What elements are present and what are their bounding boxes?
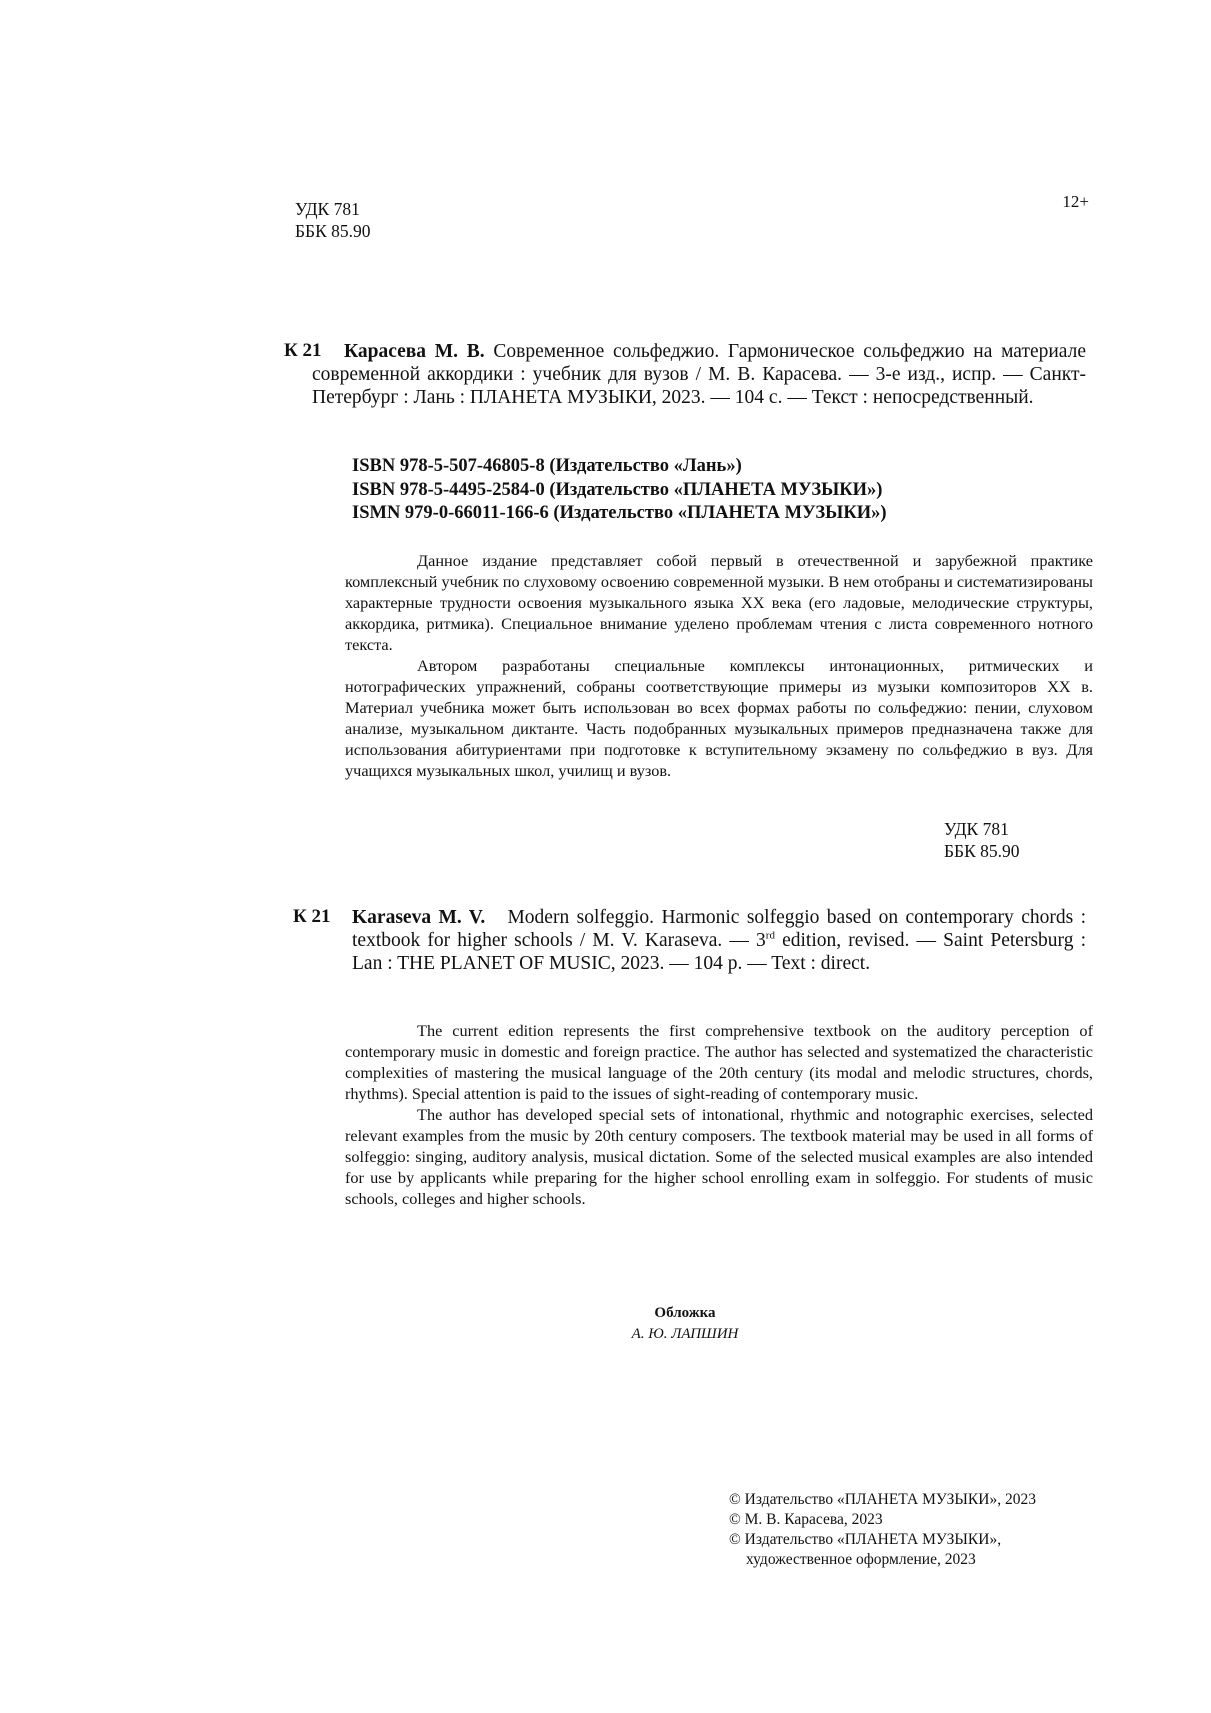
abstract-ru-paragraph: Данное издание представляет собой первый в отечественной и зарубежной практике комплексный учебник по слуховому освоению современной музыки. В нем отобраны и систематизированы характерные трудности освоения музыкального языка XX века (его ладовые, мелодические структуры, аккордика, ритмика). Специальное внимание уделено проблемам чтения с листа современного нотного текста. [345,551,1093,654]
author-sign-en: К 21 [293,906,331,927]
entry-author-ru: Карасева М. В. [344,341,485,362]
abstract-en [345,1020,1093,1209]
ordinal-suffix: rd [765,929,775,942]
copyright-line: © Издательство «ПЛАНЕТА МУЗЫКИ», [729,1531,1002,1548]
cover-credit [555,1303,815,1345]
bibliographic-entry-en [352,906,1086,975]
abstract-ru [345,550,1093,781]
entry-text-ru: Современное сольфеджио. Гармоническое сольфеджио на материале современной аккордики : учебник для вузов / М. В. Карасева. — 3-е изд., испр. — Санкт-Петербург : Лань : ПЛАНЕТА МУЗЫКИ, 2023. — 104 с. — Текст : непосредственный. [312,341,1087,408]
udk-code: УДК 781 [295,199,360,219]
age-rating: 12+ [1062,192,1089,211]
copyright-line: © М. В. Карасева, 2023 [729,1511,883,1528]
isbn-line: ISBN 978-5-4495-2584-0 (Издательство «ПЛАНЕТА МУЗЫКИ») [352,479,883,500]
bibliographic-entry-ru [312,340,1087,409]
copyright-block [729,1490,1036,1570]
udk-header [295,198,371,242]
author-sign-ru: К 21 [284,340,322,361]
cover-label: Обложка [654,1305,716,1321]
udk-code: УДК 781 [944,819,1009,839]
copyright-line: © Издательство «ПЛАНЕТА МУЗЫКИ», 2023 [729,1491,1036,1508]
ismn-line: ISMN 979-0-66011-166-6 (Издательство «ПЛАНЕТА МУЗЫКИ») [352,503,887,523]
bbk-code: ББК 85.90 [295,221,371,241]
isbn-line: ISBN 978-5-507-46805-8 (Издательство «Лань») [352,456,742,476]
entry-text-en: Modern solfeggio. Harmonic solfeggio based on contemporary chords : textbook for higher schools / M. V. Karaseva. — 3 [352,907,1087,951]
abstract-en-paragraph: The current edition represents the first comprehensive textbook on the auditory perception of contemporary music in domestic and foreign practice. The author has selected and systematized the characteristic complexities of mastering the musical language of the 20th century (its modal and melodic structures, chords, rhythms). Special attention is paid to the issues of sight-reading of contemporary music. [345,1021,1093,1103]
udk-footer [944,818,1020,862]
abstract-ru-paragraph: Автором разработаны специальные комплексы интонационных, ритмических и нотографических упражнений, собраны соответствующие примеры из музыки композиторов XX в. Материал учебника может быть использован во всех формах работы по сольфеджио: пении, слуховом анализе, музыкальном диктанте. Часть подобранных музыкальных примеров предназначена также для использования абитуриентами при подготовке к вступительному экзамену по сольфеджио в вуз. Для учащихся музыкальных школ, училищ и вузов. [345,656,1093,780]
abstract-en-paragraph: The author has developed special sets of intonational, rhythmic and notographic exercises, selected relevant examples from the music by 20th century composers. The textbook material may be used in all forms of solfeggio: singing, auditory analysis, musical dictation. Some of the selected musical examples are also intended for use by applicants while preparing for the higher school enrolling exam in solfeggio. For students of music schools, colleges and higher schools. [345,1105,1093,1208]
entry-text-en-cont: edition, revised. — Saint Petersburg : Lan : THE PLANET OF MUSIC, 2023. — 104 p. — Text : direct. [352,930,1086,974]
copyright-line: художественное оформление, 2023 [746,1551,976,1568]
cover-designer: А. Ю. ЛАПШИН [631,1326,739,1342]
entry-author-en: Karaseva M. V. [352,907,486,928]
isbn-block [352,455,887,526]
bbk-code: ББК 85.90 [944,841,1020,861]
